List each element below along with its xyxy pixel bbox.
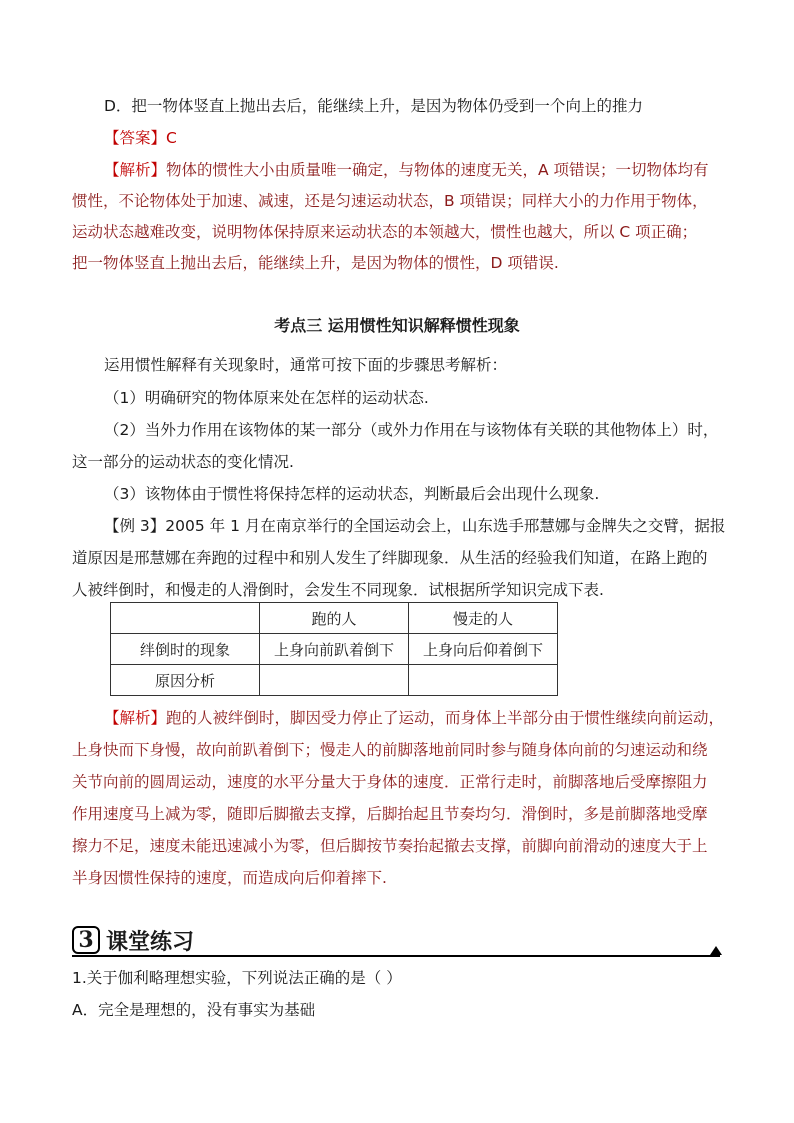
table-header-cell: 慢走的人: [409, 603, 558, 634]
analysis2-tag: 【解析】: [104, 709, 167, 727]
step-3: （3）该物体由于惯性将保持怎样的运动状态，判断最后会出现什么现象.: [104, 485, 600, 503]
section-divider: [72, 955, 720, 957]
table-header-row: [111, 603, 558, 634]
step-2b: 这一部分的运动状态的变化情况.: [72, 453, 294, 471]
table-row: [111, 665, 558, 696]
table-header-cell: 跑的人: [260, 603, 409, 634]
answer-tag: 【答案】: [104, 129, 167, 147]
question-1-option-a: A．完全是理想的，没有事实为基础: [72, 1001, 316, 1019]
analysis2-line3: 关节向前的圆周运动，速度的水平分量大于身体的速度．正常行走时，前脚落地后受摩擦阻力: [72, 773, 708, 791]
analysis1-line3: 运动状态越难改变，说明物体保持原来运动状态的本领越大，惯性也越大，所以 C 项正确；: [72, 223, 698, 241]
analysis1-line1: [104, 160, 754, 180]
example-table: [110, 602, 558, 696]
analysis2-line5: 擦力不足，速度未能迅速减小为零，但后脚按节奏抬起撤去支撑，前脚向前滑动的速度大于上: [72, 837, 708, 855]
table-cell: [260, 665, 409, 696]
analysis1-line2: 惯性，不论物体处于加速、减速，还是匀速运动状态，B 项错误；同样大小的力作用于物体，: [72, 192, 708, 210]
step-2a: （2）当外力作用在该物体的某一部分（或外力作用在与该物体有关联的其他物体上）时，: [104, 421, 719, 439]
section-number-badge: 3: [72, 926, 100, 954]
table-cell: 上身向前趴着倒下: [260, 634, 409, 665]
question-1: 1.关于伽利略理想实验，下列说法正确的是（ ）: [72, 969, 402, 987]
example-line3: 人被绊倒时，和慢走的人滑倒时，会发生不同现象．试根据所学知识完成下表.: [72, 581, 604, 599]
section-label: 课堂练习: [106, 929, 195, 955]
analysis2-line6: 半身因惯性保持的速度，而造成向后仰着摔下.: [72, 869, 387, 887]
analysis2-text1: 跑的人被绊倒时，脚因受力停止了运动，而身体上半部分由于惯性继续向前运动，: [166, 709, 725, 727]
analysis2-line2: 上身快而下身慢，故向前趴着倒下；慢走人的前脚落地前同时参与随身体向前的匀速运动和绕: [72, 741, 708, 759]
answer-line: [104, 128, 754, 148]
example-line2: 道原因是邢慧娜在奔跑的过程中和别人发生了绊脚现象．从生活的经验我们知道，在路上跑的: [72, 549, 708, 567]
option-d: D．把一物体竖直上抛出去后，能继续上升，是因为物体仍受到一个向上的推力: [104, 97, 643, 115]
table-cell: 原因分析: [111, 665, 260, 696]
analysis2-line4: 作用速度马上减为零，随即后脚撤去支撑，后脚抬起且节奏均匀．滑倒时，多是前脚落地受摩: [72, 805, 708, 823]
steps-intro: 运用惯性解释有关现象时，通常可按下面的步骤思考解析：: [104, 356, 508, 374]
step-1: （1）明确研究的物体原来处在怎样的运动状态.: [104, 389, 429, 407]
section-heading: 考点三 运用惯性知识解释惯性现象: [274, 316, 520, 335]
table-cell: 绊倒时的现象: [111, 634, 260, 665]
table-header-cell: [111, 603, 260, 634]
answer-value: C: [166, 129, 177, 147]
analysis1-text1: 物体的惯性大小由质量唯一确定，与物体的速度无关，A 项错误；一切物体均有: [166, 161, 709, 179]
example-line1: 【例 3】2005 年 1 月在南京举行的全国运动会上，山东选手邢慧娜与金牌失之交臂，据报: [104, 517, 726, 535]
triangle-icon: [710, 946, 722, 955]
table-cell: 上身向后仰着倒下: [409, 634, 558, 665]
analysis1-line4: 把一物体竖直上抛出去后，能继续上升，是因为物体的惯性，D 项错误.: [72, 254, 559, 272]
table-row: [111, 634, 558, 665]
table-cell: [409, 665, 558, 696]
analysis2-line1: [104, 708, 754, 728]
practice-section-title: [72, 924, 194, 956]
analysis1-tag: 【解析】: [104, 161, 167, 179]
